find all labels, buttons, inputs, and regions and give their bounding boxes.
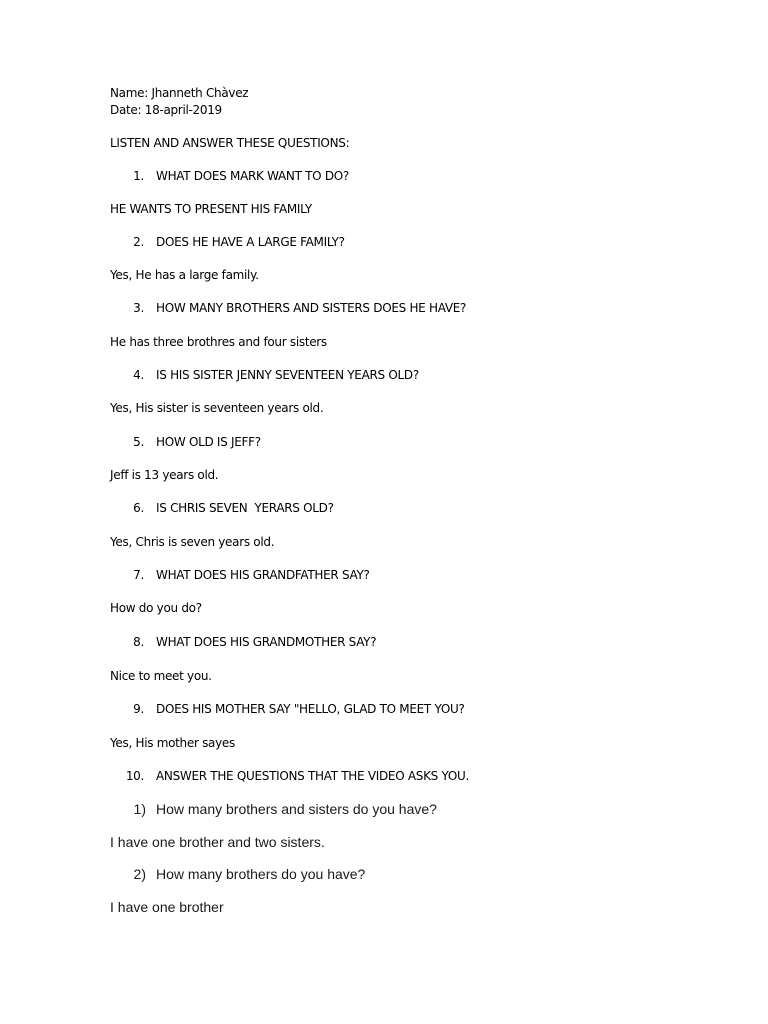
question-text: HOW MANY BROTHERS AND SISTERS DOES HE HAVE? <box>156 301 467 315</box>
question-number: 8. <box>133 635 144 649</box>
answer-7: How do you do? <box>110 601 202 615</box>
answer-8: Nice to meet you. <box>110 669 212 683</box>
sub-question-number: 1) <box>133 801 146 817</box>
question-6 <box>133 501 334 515</box>
sub-answer-1: I have one brother and two sisters. <box>110 834 325 850</box>
question-text: HOW OLD IS JEFF? <box>156 435 261 449</box>
question-number: 5. <box>133 435 144 449</box>
answer-1: HE WANTS TO PRESENT HIS FAMILY <box>110 202 312 216</box>
instructions-heading: LISTEN AND ANSWER THESE QUESTIONS: <box>110 136 350 150</box>
answer-5: Jeff is 13 years old. <box>110 468 219 482</box>
question-text: ANSWER THE QUESTIONS THAT THE VIDEO ASKS YOU. <box>156 769 470 783</box>
question-1 <box>133 169 349 183</box>
question-number: 6. <box>133 501 144 515</box>
question-number: 4. <box>133 368 144 382</box>
question-number: 3. <box>133 301 144 315</box>
sub-question-text: How many brothers and sisters do you have? <box>156 801 437 817</box>
answer-6: Yes, Chris is seven years old. <box>110 535 275 549</box>
question-number: 2. <box>133 235 144 249</box>
question-text: DOES HE HAVE A LARGE FAMILY? <box>156 235 345 249</box>
question-text: IS HIS SISTER JENNY SEVENTEEN YEARS OLD? <box>156 368 419 382</box>
question-8 <box>133 635 377 649</box>
answer-4: Yes, His sister is seventeen years old. <box>110 401 324 415</box>
question-7 <box>133 568 370 582</box>
answer-2: Yes, He has a large family. <box>110 268 259 282</box>
question-number: 9. <box>133 702 144 716</box>
sub-question-1 <box>133 801 437 817</box>
student-name: Name: Jhanneth Chàvez <box>110 86 249 100</box>
question-10 <box>125 769 470 783</box>
question-number: 10. <box>125 769 144 783</box>
question-4 <box>133 368 419 382</box>
question-text: IS CHRIS SEVEN YERARS OLD? <box>156 501 334 515</box>
sub-question-2 <box>133 866 366 882</box>
question-5 <box>133 435 261 449</box>
question-2 <box>133 235 345 249</box>
question-text: WHAT DOES HIS GRANDFATHER SAY? <box>156 568 370 582</box>
answer-9: Yes, His mother sayes <box>110 736 235 750</box>
question-text: DOES HIS MOTHER SAY "HELLO, GLAD TO MEET YOU? <box>156 702 465 716</box>
question-number: 1. <box>133 169 144 183</box>
assignment-date: Date: 18-april-2019 <box>110 103 222 117</box>
sub-question-text: How many brothers do you have? <box>156 866 366 882</box>
question-text: WHAT DOES HIS GRANDMOTHER SAY? <box>156 635 377 649</box>
question-text: WHAT DOES MARK WANT TO DO? <box>156 169 349 183</box>
answer-3: He has three brothres and four sisters <box>110 335 327 349</box>
question-9 <box>133 702 465 716</box>
sub-question-number: 2) <box>133 866 146 882</box>
sub-answer-2: I have one brother <box>110 899 224 915</box>
question-number: 7. <box>133 568 144 582</box>
question-3 <box>133 301 467 315</box>
